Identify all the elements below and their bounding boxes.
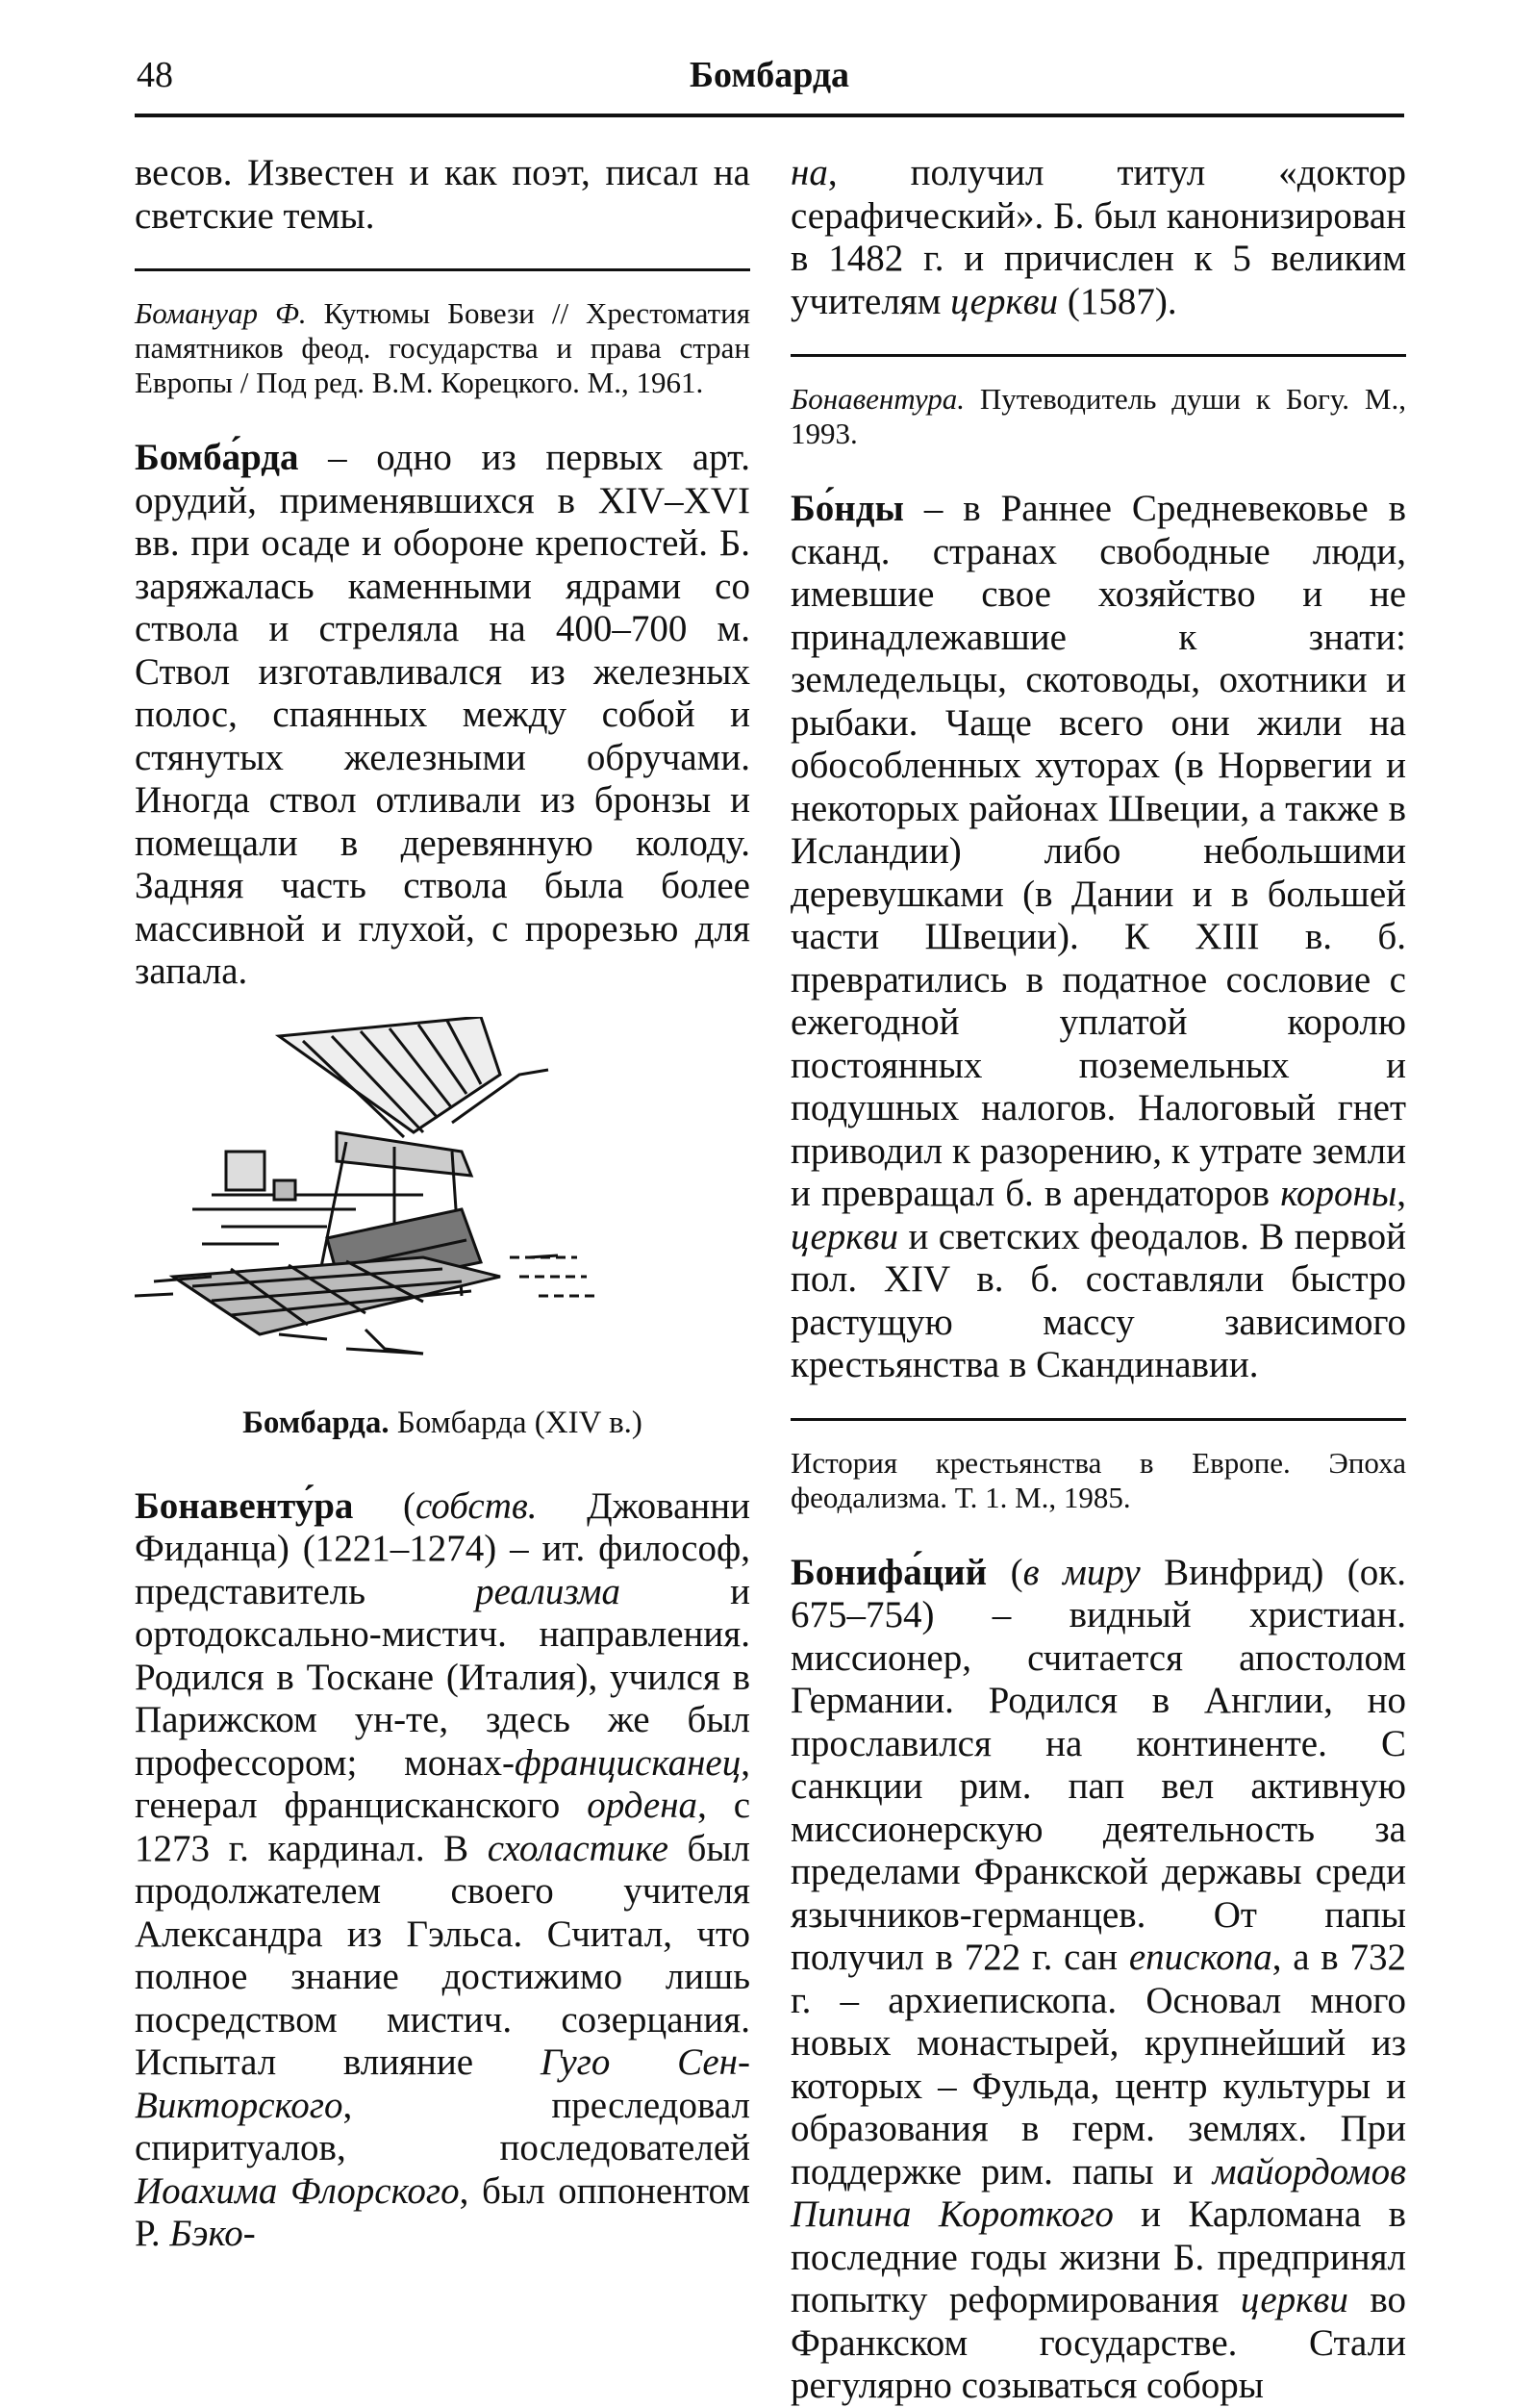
bibliography-entry: Бомануар Ф. Кутюмы Бовези // Хрестоматия памятников феод. государства и права стран Европы / Под ред. В.М. Корецкого. М., 1961. (135, 296, 751, 399)
divider (791, 354, 1406, 357)
paragraph-continuation: весов. Известен и как поэт, писал на светские темы. (135, 152, 750, 237)
entry-term: Бомба́рда (135, 437, 299, 478)
running-head: Бомбарда (689, 55, 850, 95)
entry-term: Бонавенту́ра (135, 1484, 354, 1527)
figure-caption: Бомбарда. Бомбарда (XIV в.) (242, 1405, 642, 1440)
entry-term: Бо́нды (791, 488, 904, 529)
bibliography-entry: История крестьянства в Европе. Эпоха феодализма. Т. 1. М., 1985. (791, 1445, 1406, 1514)
right-column (791, 152, 1406, 2408)
bibliography-entry: Бонавентура. Путеводитель души к Богу. М., 1993. (791, 382, 1406, 450)
divider (791, 1418, 1406, 1421)
page-header (135, 46, 1404, 117)
entry-bonifacy: Бонифа́ций (в миру Винфрид) (ок. 675–754) – видный христиан. миссионер, считается апостолом Германии. Родился в Англии, но прославился на континенте. С санкции рим. пап вел активную миссионерскую деятельность за пределами Франкской державы среди язычников-германцев. От папы получил в 722 г. сан епископа, а в 732 г. – архиепископа. Основал много новых монастырей, крупнейший из которых – Фульда, центр культуры и образования в герм. землях. При поддержке рим. папы и майордомов Пипина Короткого и Карломана в последние годы жизни Б. предпринял попытку реформирования церкви во Франкском государстве. Стали регулярно созываться соборы (791, 1551, 1407, 2406)
page-number: 48 (137, 55, 173, 95)
left-column (135, 152, 750, 2256)
entry-bondy: Бо́нды – в Раннее Средневековье в сканд. странах свободные люди, имевшие свое хозяйство и не принадлежавшие к знати: земледельцы, скотоводы, охотники и рыбаки. Чаще всего они жили на обособленных хуторах (в Норвегии и некоторых районах Швеции, а также в Исландии) либо небольшими деревушками (в Дании и в большей части Швеции). К XIII в. б. превратились в податное сословие с ежегодной уплатой королю постоянных поземельных и подушных налогов. Налоговый гнет приводил к разорению, к утрате земли и превращал б. в арендаторов короны, церкви и светских феодалов. В первой пол. XIV в. б. составляли быстро растущую массу зависимого крестьянства в Скандинавии. (791, 488, 1406, 1385)
entry-bonaventura-continuation: на, получил титул «доктор серафический». Б. был канонизирован в 1482 г. и причислен к 5 великим учителям церкви (1587). (791, 152, 1406, 322)
entry-term: Бонифа́ций (791, 1551, 988, 1593)
divider (135, 268, 750, 271)
entry-bonaventura: Бонавенту́ра (собств. Джованни Фиданца) (1221–1274) – ит. философ, представитель реализма и ортодоксально-мистич. направления. Родился в Тоскане (Италия), учился в Парижском ун-те, здесь же был профессором; монах-францисканец, генерал францисканского ордена, с 1273 г. кардинал. В схоластике был продолжателем своего учителя Александра из Гэльса. Считал, что полное знание достижимо лишь посредством мистич. созерцания. Испытал влияние Гуго Сен-Викторского, преследовал спиритуалов, последователей Иоахима Флорского, был оппонентом Р. Бэко- (135, 1484, 751, 2254)
entry-bombarda: Бомба́рда – одно из первых арт. орудий, применявшихся в XIV–XVI вв. при осаде и обороне крепостей. Б. заряжалась каменными ядрами со ствола и стреляла на 400–700 м. Ствол изготавливался из железных полос, спаянных между собой и стянутых железными обручами. Иногда ствол отливали из бронзы и помещали в деревянную колоду. Задняя часть ствола была более массивной и глухой, с прорезью для запала. (135, 437, 750, 992)
bombard-illustration (135, 1017, 750, 1373)
